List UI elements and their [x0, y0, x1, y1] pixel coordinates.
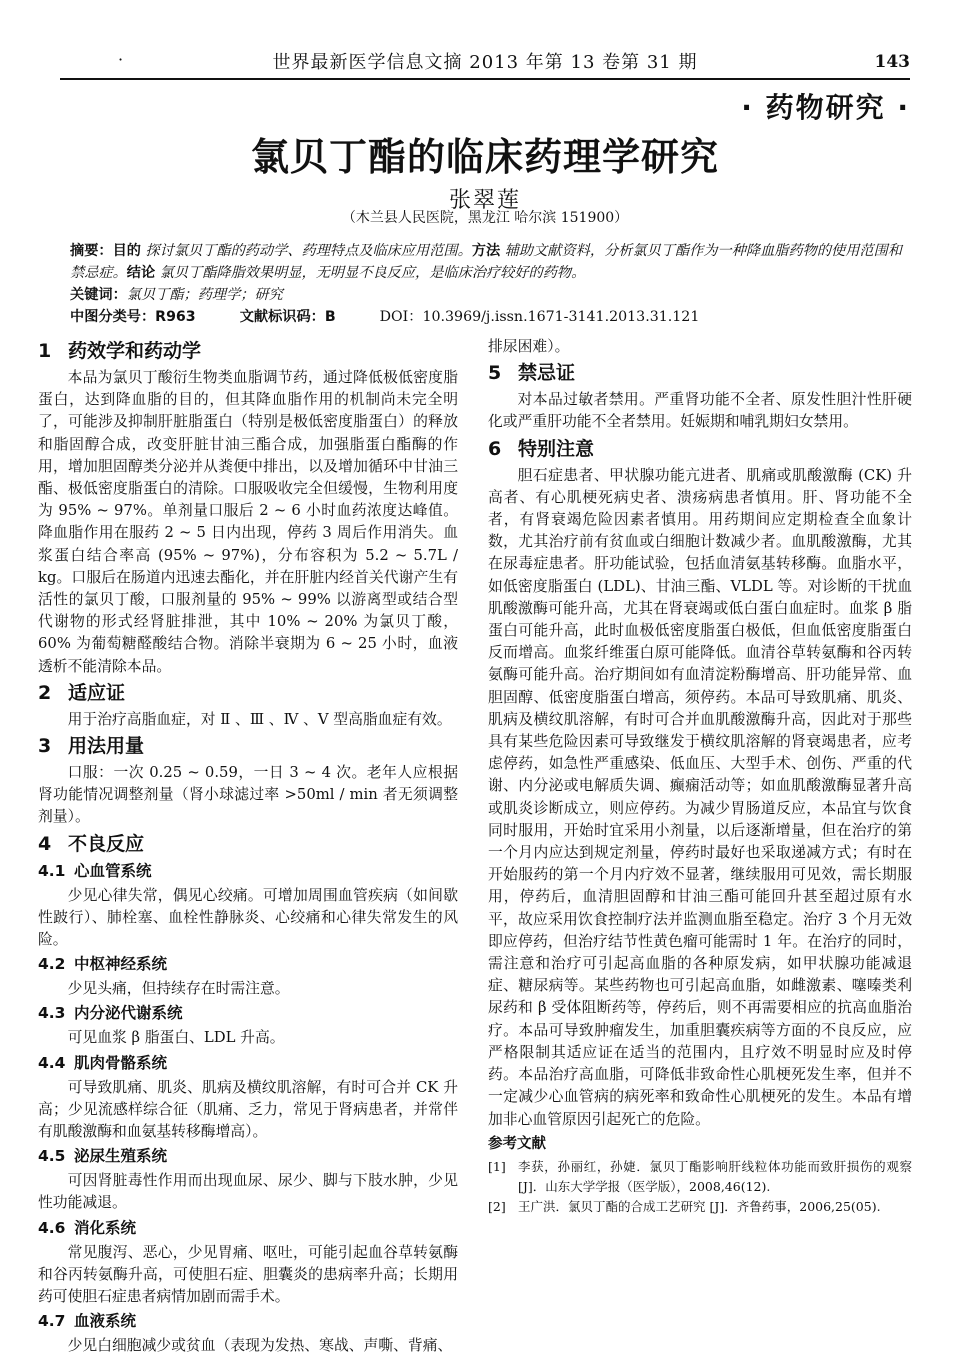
subsection-heading: 4.1 心血管系统 [38, 861, 152, 880]
paragraph: 可因肾脏毒性作用而出现血尿、尿少、脚与下肢水肿，少见性功能减退。 [38, 1172, 458, 1212]
section-label: · 药物研究 · [741, 91, 910, 124]
journal-header [60, 40, 910, 80]
objective-label: 目的 [112, 243, 141, 259]
conclusion-label: 结论 [126, 265, 156, 281]
keywords-line [70, 284, 910, 306]
section-heading: 1 药效学和药动学 [38, 340, 202, 362]
page-number: 143 [874, 52, 910, 72]
section-heading: 5 禁忌证 [488, 362, 576, 385]
doi-label: DOI： [379, 309, 423, 325]
paragraph: 少见心律失常，偶见心绞痛。可增加周围血管疾病（如间歇性跛行）、肺栓塞、血栓性静脉炎、心绞痛和心律失常发生的风险。 [38, 886, 458, 949]
references-title: 参考文献 [488, 1135, 546, 1152]
doc-code-label: 文献标识码： [239, 309, 325, 325]
abstract-text [70, 240, 910, 284]
subsection-heading: 4.6 消化系统 [38, 1218, 137, 1237]
section-heading: 4 不良反应 [38, 832, 145, 855]
meta-line [70, 306, 910, 328]
subsection-heading: 4.4 肌肉骨骼系统 [38, 1053, 168, 1072]
reference-item: [1] 李获，孙丽红，孙婕．氯贝丁酯影响肝线粒体功能而致肝损伤的观察 [J]．山东大学学报（医学版），2008,46(12). [488, 1158, 912, 1194]
right-column [488, 336, 912, 1217]
paragraph: 对本品过敏者禁用。严重肾功能不全者、原发性胆汁性肝硬化或严重肝功能不全者禁用。妊娠期和哺乳期妇女禁用。 [488, 391, 912, 431]
method-text: 辅助文献资料，分析氯贝丁酯作为一种降血脂药物的使用范围和禁忌症。 [70, 243, 902, 281]
keywords-label: 关键词： [70, 287, 127, 303]
subsection-heading: 4.2 中枢神经系统 [38, 955, 168, 974]
left-column [38, 336, 458, 1358]
subsection-heading: 4.5 泌尿生殖系统 [38, 1147, 168, 1166]
paragraph: 口服：一次 0.25 ~ 0.59，一日 3 ~ 4 次。老年人应根据肾功能情况调整剂量（肾小球滤过率 >50ml / min 者无须调整剂量）。 [38, 764, 458, 826]
clc-label: 中图分类号： [70, 309, 156, 325]
paragraph: 少见白细胞减少或贫血（表现为发热、寒战、声嘶、背痛、 [67, 1337, 453, 1355]
section-heading: 6 特别注意 [488, 437, 595, 460]
subsection-heading: 4.3 内分泌代谢系统 [38, 1004, 183, 1023]
method-label: 方法 [471, 243, 501, 259]
abstract-block [70, 240, 910, 328]
affiliation: （木兰县人民医院，黑龙江 哈尔滨 151900） [341, 210, 629, 226]
section-heading: 3 用法用量 [38, 735, 145, 758]
paragraph: 可导致肌痛、肌炎、肌病及横纹肌溶解，有时可合并 CK 升高；少见流感样综合征（肌痛、乏力，常见于肾病患者，并常伴有肌酸激酶和血氨基转移酶增高）。 [38, 1078, 458, 1141]
header-dot: · [118, 50, 124, 69]
paragraph: 本品为氯贝丁酸衍生物类血脂调节药，通过降低极低密度脂蛋白，达到降血脂的目的，但其降血脂作用的机制尚未完全明了，可能涉及抑制肝脏脂蛋白（特别是极低密度脂蛋白）的释放和脂固醇合成，改变肝脏甘油三酯合成，加强脂蛋白酯酶的作用，增加胆固醇类分泌并从粪便中排出，以及增加循环中甘油三酯、极低密度脂蛋白的清除。口服吸收完全但缓慢，生物利用度为 95% ~ 97%。单剂量口服后 2 ~ 6 小时血药浓度达峰值。降血脂作用在服药 2 ~ 5 日内出现，停药 3 周后作用消失。血浆蛋白结合率高 (95% ~ 97%)，分布容积为 5.2 ~ 5.7L / kg。口服后在肠道内迅速去酯化，并在肝脏内经首关代谢产生有活性的氯贝丁酸，口服剂量的 95% ~ 99% 以游离型或结合型代谢物的形式经肾脏排泄，其中 10% ~ 20% 为氯贝丁酸，60% 为葡萄糖醛酸结合物。消除半衰期为 6 ~ 25 小时，血液透析不能清除本品。 [38, 369, 458, 675]
doi-value: 10.3969/j.issn.1671-3141.2013.31.121 [422, 309, 700, 325]
paragraph: 少见头痛，但持续存在时需注意。 [67, 980, 290, 998]
abstract-label: 摘要： [70, 243, 113, 259]
paragraph: 可见血浆 β 脂蛋白、LDL 升高。 [67, 1029, 285, 1047]
objective-text: 探讨氯贝丁酯的药动学、药理特点及临床应用范围。 [145, 243, 472, 259]
section-heading: 2 适应证 [38, 681, 126, 704]
article-title: 氯贝丁酯的临床药理学研究 [250, 135, 719, 179]
subsection-heading: 4.7 血液系统 [38, 1312, 137, 1331]
paragraph: 用于治疗高脂血症，对 Ⅱ 、Ⅲ 、Ⅳ 、Ⅴ 型高脂血症有效。 [67, 710, 452, 728]
author: 张翠莲 [448, 188, 521, 213]
paragraph-continuation: 排尿困难）。 [488, 338, 570, 355]
doc-code-value: B [324, 309, 336, 325]
conclusion-text: 氯贝丁酯降脂效果明显，无明显不良反应，是临床治疗较好的药物。 [159, 265, 586, 281]
keywords-text: 氯贝丁酯；药理学；研究 [126, 287, 283, 303]
clc-value: R963 [155, 309, 196, 325]
paragraph: 常见腹泻、恶心，少见胃痛、呕吐，可能引起血谷草转氨酶和谷丙转氨酶升高，可使胆石症、胆囊炎的患病率升高；长期用药可使胆石症患者病情加剧而需手术。 [38, 1243, 458, 1306]
reference-item: [2] 王广洪．氯贝丁酯的合成工艺研究 [J]．齐鲁药事，2006,25(05). [488, 1198, 881, 1214]
journal-title: 世界最新医学信息文摘 2013 年第 13 卷第 31 期 [272, 52, 698, 73]
paragraph: 胆石症患者、甲状腺功能亢进者、肌痛或肌酸激酶 (CK) 升高者、有心肌梗死病史者、溃疡病患者慎用。肝、肾功能不全者，有肾衰竭危险因素者慎用。用药期间应定期检查全血象计数，尤其治疗前有贫血或白细胞计数减少者。血肌酸激酶，尤其在尿毒症患者。肝功能试验，包括血清氨基转移酶。血脂水平，如低密度脂蛋白 (LDL)、甘油三酯、VLDL 等。对诊断的干扰血肌酸激酶可能升高，尤其在肾衰竭或低白蛋白血症时。血浆 β 脂蛋白可能升高，此时血极低密度脂蛋白极低，但血低密度脂蛋白反而增高。血浆纤维蛋白原可能降低。血清谷草转氨酶和谷丙转氨酶可能升高。治疗期间如有血清淀粉酶增高、肝功能异常、血胆固醇、低密度脂蛋白增高，须停药。本品可导致肌痛、肌炎、肌病及横纹肌溶解，有时可合并血肌酸激酶升高，因此对于那些具有某些危险因素可导致继发于横纹肌溶解的肾衰竭患者，应考虑停药，如急性严重感染、低血压、大型手术、创伤、严重的代谢、内分泌或电解质失调、癫痫活动等；如血肌酸激酶显著升高或肌炎诊断成立，则应停药。为减少胃肠道反应，本品宜与饮食同时服用，开始时宜采用小剂量，以后逐渐增量，但在治疗的第一个月内应达到规定剂量，停药时最好也采取递减方式；有时在开始服药的第一个月内疗效不显著，继续服用可见效，需长期服用，停药后，血清胆固醇和甘油三酯可能回升甚至超过原有水平，故应采用饮食控制疗法并监测血脂至稳定。治疗 3 个月无效即应停药，但治疗结节性黄色瘤可能需时 1 年。在治疗的同时，需注意和治疗可引起高血脂的各种原发病，如甲状腺功能减退症、糖尿病等。某些药物也可引起高血脂，如雌激素、噻嗪类利尿药和 β 受体阻断药等，停药后，则不再需要相应的抗高血脂治疗。本品可导致肿瘤发生，加重胆囊疾病等方面的不良反应，应严格限制其适应证在适当的范围内，且疗效不明显时应及时停药。本品治疗高血脂，可降低非致命性心肌梗死发生率，但并不一定减少心血管病的病死率和致命性心肌梗死的发生。本品有增加非心血管原因引起死亡的危险。 [488, 466, 912, 1128]
